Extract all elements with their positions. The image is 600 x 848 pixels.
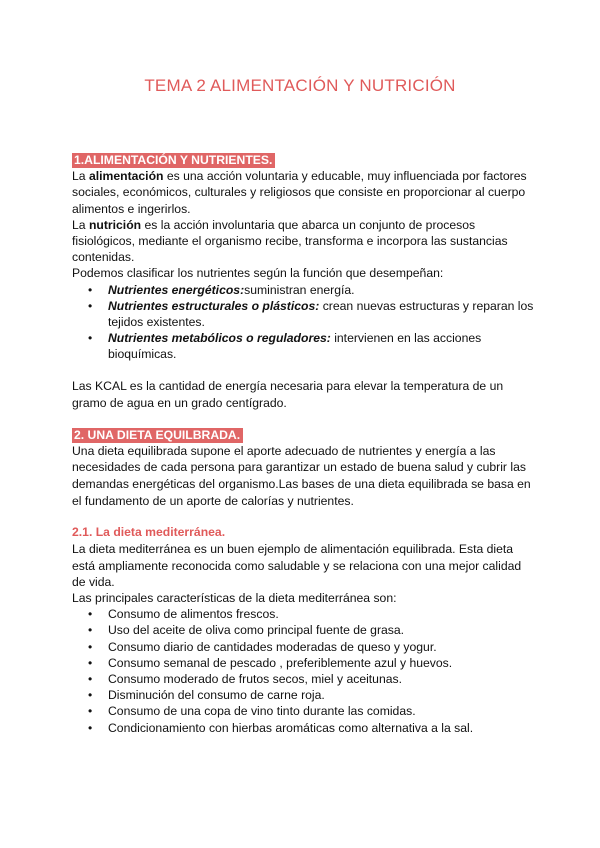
paragraph-clasificar: Podemos clasificar los nutrientes según la función que desempeñan: — [72, 266, 444, 281]
page-title: TEMA 2 ALIMENTACIÓN Y NUTRICIÓN — [144, 76, 456, 95]
text-nutricion: es la acción involuntaria que abarca un conjunto de procesos fisiológicos, mediante el organismo recibe, transforma e incorpora las sustancias contenidas. — [72, 217, 508, 265]
paragraph-mediterranea-intro: La dieta mediterránea es un buen ejemplo de alimentación equilibrada. Esta dieta está ampliamente reconocida como saludable y se relaciona con una mejor calidad de vida. — [72, 542, 522, 589]
paragraph-nutricion — [72, 217, 534, 266]
list-item — [72, 282, 534, 298]
nutrient-term: Nutrientes metabólicos o reguladores: — [108, 331, 331, 346]
paragraph-caracteristicas: Las principales características de la dieta mediterránea son: — [72, 591, 397, 606]
text-pre: La — [72, 217, 89, 232]
list-item: • Consumo diario de cantidades moderadas de queso y yogur. — [72, 639, 534, 655]
nutrient-text: suministran energía. — [244, 282, 355, 297]
list-item: • Consumo moderado de frutos secos, miel y aceitunas. — [72, 671, 534, 687]
list-item: • Disminución del consumo de carne roja. — [72, 687, 534, 703]
nutrient-term: Nutrientes energéticos: — [108, 282, 245, 297]
text-pre: La — [72, 169, 89, 184]
list-item: • Uso del aceite de oliva como principal fuente de grasa. — [72, 622, 534, 638]
document-body — [72, 152, 534, 736]
nutrient-text: crean nuevas estructuras y reparan los tejidos existentes. — [108, 298, 534, 330]
nutrient-list — [72, 282, 534, 363]
section-2-heading: 2. UNA DIETA EQUILBRADA. — [72, 428, 243, 443]
term-nutricion: nutrición — [88, 217, 142, 232]
mediterranean-list — [72, 606, 534, 736]
list-item: • Consumo de una copa de vino tinto durante las comidas. — [72, 703, 534, 719]
list-item: • Condicionamiento con hierbas aromáticas como alternativa a la sal. — [72, 720, 534, 736]
list-item: • Consumo semanal de pescado , preferiblemente azul y huevos. — [72, 655, 534, 671]
paragraph-alimentacion — [72, 168, 534, 217]
paragraph-dieta-equilibrada: Una dieta equilibrada supone el aporte adecuado de nutrientes y energía a las necesidades de cada persona para garantizar un estado de buena salud y cubrir las demandas energéticas del organismo.Las bases de una dieta equilibrada se basa en el fundamento de un aporte de calorías y nutrientes. — [72, 443, 531, 508]
list-item — [72, 298, 534, 330]
list-item: • Consumo de alimentos frescos. — [72, 606, 534, 622]
text-alimentacion: es una acción voluntaria y educable, muy influenciada por factores sociales, económicos, culturales y religiosos que consiste en proporcionar al cuerpo alimentos e ingerirlos. — [72, 169, 527, 216]
subsection-heading: 2.1. La dieta mediterránea. — [72, 525, 226, 540]
section-1-heading: 1.ALIMENTACIÓN Y NUTRIENTES. — [72, 153, 275, 168]
nutrient-text: intervienen en las acciones bioquímicas. — [108, 331, 482, 362]
paragraph-kcal: Las KCAL es la cantidad de energía necesaria para elevar la temperatura de un gramo de agua en un grado centígrado. — [72, 378, 504, 410]
nutrient-term: Nutrientes estructurales o plásticos: — [108, 298, 320, 313]
term-alimentacion: alimentación — [88, 169, 164, 184]
list-item — [72, 330, 534, 362]
